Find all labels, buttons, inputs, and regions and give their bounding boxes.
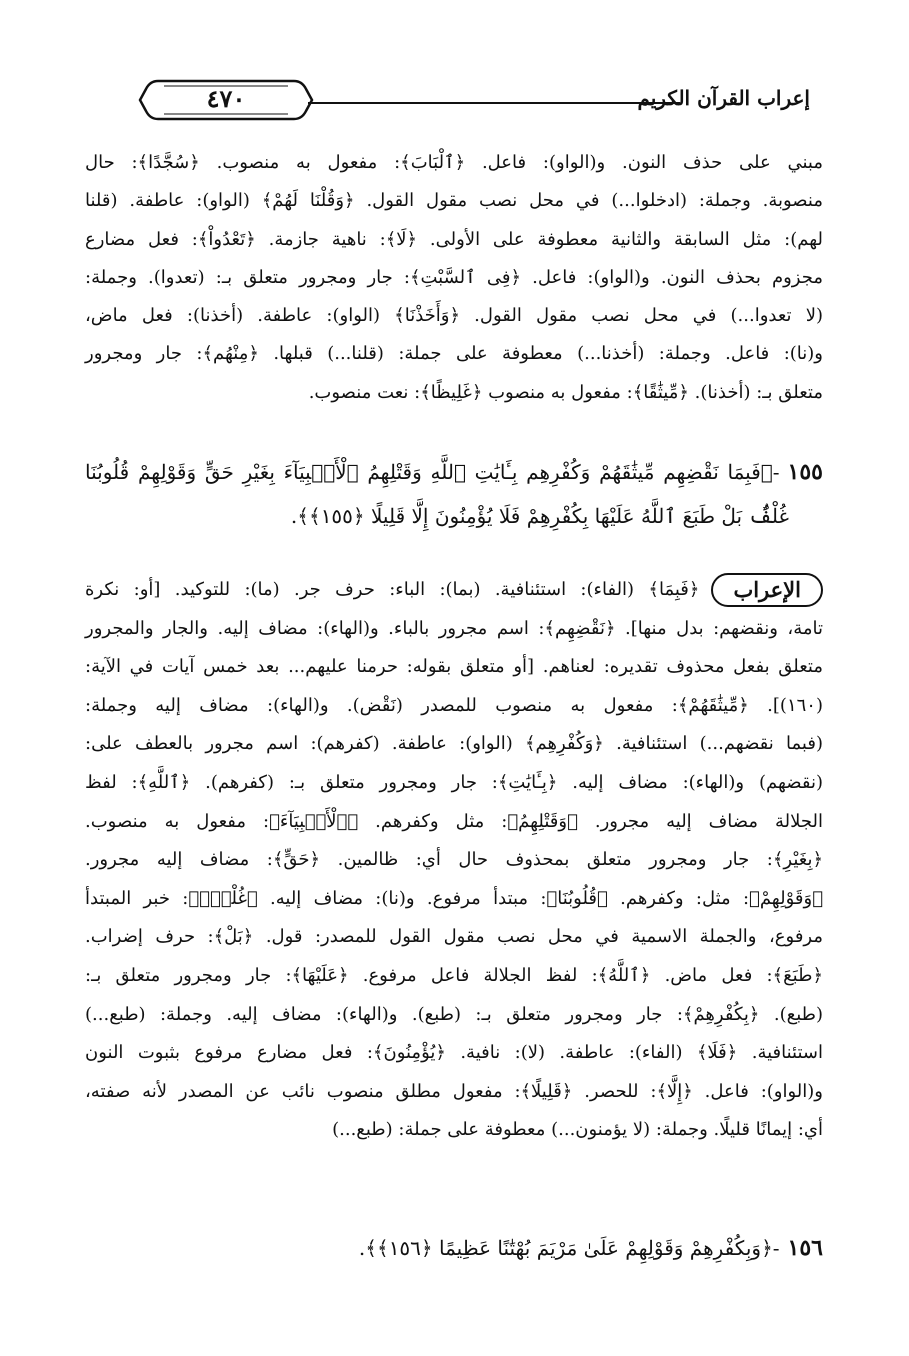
verse-text: -﴿وَبِكُفْرِهِمْ وَقَوْلِهِمْ عَلَىٰ مَرْيَمَ بُهْتَٰنًا عَظِيمًا ﴿١٥٦﴾﴾. bbox=[358, 1236, 780, 1260]
verse-155 bbox=[85, 450, 823, 538]
running-header bbox=[40, 72, 820, 132]
text-line: مبني على حذف النون. و(الواو): فاعل. ﴿ٱلْبَابَ﴾: مفعول به منصوب. ﴿سُجَّدًا﴾: حال bbox=[85, 152, 823, 173]
text-line: لهم): مثل السابقة والثانية معطوفة على الأولى. ﴿لَا﴾: ناهية جازمة. ﴿تَعْدُواْ﴾: فعل مضارع bbox=[85, 228, 823, 250]
text-line: ﴿بِغَيْرِ﴾: جار ومجرور متعلق بمحذوف حال أي: ظالمين. ﴿حَقٍّ﴾: مضاف إليه مجرور. bbox=[85, 849, 823, 871]
text-line: (فبما نقضهم...) استئنافية. ﴿وَكُفْرِهِم﴾ (الواو): عاطفة. (كفرهم): اسم مجرور بالعطف على: bbox=[85, 733, 823, 755]
page-number: ٤٧٠ bbox=[206, 84, 246, 113]
text-line: أي: إيمانًا قليلًا. وجملة: (لا يؤمنون...) معطوفة على جملة: (طبع...) bbox=[332, 1119, 823, 1141]
text-line: منصوبة. وجملة: (ادخلوا...) في محل نصب مقول القول. ﴿وَقُلْنَا لَهُمْ﴾ (الواو): عاطفة. (قلنا bbox=[85, 190, 823, 212]
verse-line bbox=[85, 450, 823, 494]
verse-number: ١٥٥ bbox=[787, 459, 823, 485]
header-rule bbox=[308, 102, 680, 104]
text-line: ﴿وَقَوْلِهِمْ﴾: مثل: وكفرهم. ﴿قُلُوبُنَا﴾: مبتدأ مرفوع. و(نا): مضاف إليه. ﴿غُلْفٌۢ﴾: خبر المبتدأ bbox=[85, 887, 823, 909]
text-line: متعلق بـ: (أخذنا). ﴿مِّيثَٰقًا﴾: مفعول به منصوب ﴿غَلِيظًا﴾: نعت منصوب. bbox=[308, 381, 823, 403]
text-line: (طبع). ﴿بِكُفْرِهِمْ﴾: جار ومجرور متعلق بـ: (طبع). و(الهاء): مضاف إليه. وجملة: (طبع...) bbox=[85, 1003, 823, 1025]
text-line: الجلالة مضاف إليه مجرور. ﴿وَقَتْلِهِمُ﴾: مثل وكفرهم. ﴿ٱلْأَنۢبِيَآءَ﴾: مفعول به منصوب. bbox=[85, 810, 823, 832]
text-line bbox=[85, 571, 823, 610]
book-title: إعراب القرآن الكريم bbox=[637, 86, 810, 110]
irab-label: الإعراب bbox=[711, 573, 823, 607]
text-line: تامة، ونقضهم: بدل منها]. ﴿نَقْضِهِم﴾: اسم مجرور بالباء. و(الهاء): مضاف إليه. والجار والمجرور bbox=[85, 617, 823, 639]
text-line: مرفوع، والجملة الاسمية في محل نصب مقول القول للمصدر: قول. ﴿بَلْ﴾: حرف إضراب. bbox=[85, 926, 823, 948]
verse-number: ١٥٦ bbox=[787, 1235, 823, 1261]
text-line: (١٦٠)]. ﴿مِّيثَٰقَهُمْ﴾: مفعول به منصوب للمصدر (نَقْض). و(الهاء): مضاف إليه وجملة: bbox=[85, 694, 823, 716]
text-line: استئنافية. ﴿فَلَا﴾ (الفاء): عاطفة. (لا): نافية. ﴿يُؤْمِنُونَ﴾: فعل مضارع مرفوع بثبوت النون bbox=[85, 1042, 824, 1064]
irab-first-line: ﴿فَبِمَا﴾ (الفاء): استئنافية. (بما): الباء: حرف جر. (ما): للتوكيد. [أو: نكرة bbox=[85, 579, 700, 600]
verse-line bbox=[85, 1226, 823, 1270]
verse-line: غُلْفٌۢ بَلْ طَبَعَ ٱللَّهُ عَلَيْهَا بِكُفْرِهِمْ فَلَا يُؤْمِنُونَ إِلَّا قَلِيلًا ﴿١٥٥﴾﴾. bbox=[290, 504, 789, 528]
text-line: (لا تعدوا...) في محل نصب مقول القول. ﴿وَأَخَذْنَا﴾ (الواو): عاطفة. (أخذنا): فعل ماض، bbox=[85, 305, 823, 327]
text-line: متعلق بفعل محذوف تقديره: لعناهم. [أو متعلق بقوله: حرمنا عليهم... بعد خمس آيات في الآية: bbox=[85, 656, 823, 678]
text-line: و(الواو): فاعل. ﴿إِلَّا﴾: للحصر. ﴿قَلِيلًا﴾: مفعول مطلق منصوب نائب عن المصدر لأنه صفته، bbox=[85, 1080, 823, 1102]
text-line: ﴿طَبَعَ﴾: فعل ماض. ﴿ٱللَّهُ﴾: لفظ الجلالة فاعل مرفوع. ﴿عَلَيْهَا﴾: جار ومجرور متعلق بـ: bbox=[85, 964, 823, 986]
text-line: (نقضهم) و(الهاء): مضاف إليه. ﴿بِـَٔايَٰتِ﴾: جار ومجرور متعلق بـ: (كفرهم). ﴿ٱللَّهِ﴾: لفظ bbox=[85, 771, 823, 793]
continuation-paragraph bbox=[85, 144, 823, 412]
page-number-frame bbox=[136, 75, 316, 125]
irab-paragraph bbox=[85, 571, 823, 1150]
verse-156 bbox=[85, 1226, 823, 1270]
text-line: مجزوم بحذف النون. و(الواو): فاعل. ﴿فِى ٱلسَّبْتِ﴾: جار ومجرور متعلق بـ: (تعدوا). وجملة: bbox=[85, 266, 823, 288]
text-line: و(نا): فاعل. وجملة: (أخذنا...) معطوفة على جملة: (قلنا...) قبلها. ﴿مِنْهُم﴾: جار ومجرور bbox=[85, 343, 823, 365]
verse-text: -﴿فَبِمَا نَقْضِهِم مِّيثَٰقَهُمْ وَكُفْرِهِم بِـَٔايَٰتِ ٱللَّهِ وَقَتْلِهِمُ ٱلْأَنۢبِيَآءَ بِغَيْرِ حَقٍّ وَقَوْلِهِمْ قُلُوبُنَا bbox=[85, 460, 780, 484]
